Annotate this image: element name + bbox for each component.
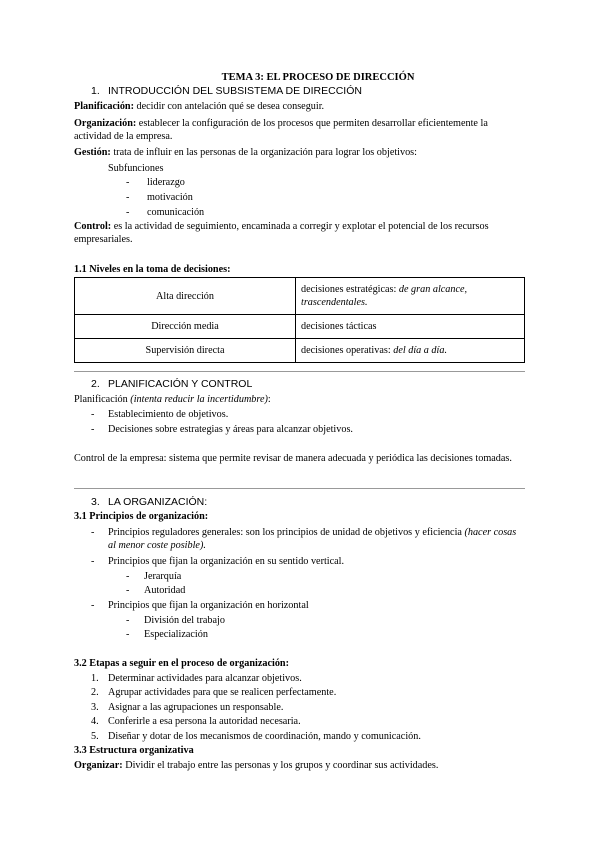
control-label: Control: [74,221,112,232]
principle-text: Principios reguladores generales: son los principios de unidad de objetivos y eficiencia [108,527,465,538]
section-1-number: 1. [91,85,100,97]
list-dash: - [126,177,130,188]
section-3-3-heading: 3.3 Estructura organizativa [74,745,194,756]
decision-text: decisiones operativas: [301,345,394,356]
organizacion-text: establecer la configuración de los procesos que permiten desarrollar eficientemente la actividad de la empresa. [74,118,488,142]
decision-italic: de gran alcance, trascendentales. [301,284,468,308]
organizacion-definition [74,117,526,143]
list-item: motivación [147,192,193,203]
gestion-text: trata de influir en las personas de la organización para lograr los objetivos: [110,147,417,158]
divider [74,488,525,489]
step-text: Asignar a las agrupaciones un responsable. [108,702,284,713]
control-definition [74,220,526,246]
planificacion-definition [74,100,324,113]
organizar-label: Organizar: [74,760,123,771]
step-number: 1. [91,673,99,684]
decision-cell [296,278,525,315]
decision-levels-table [74,277,525,363]
level-cell: Supervisión directa [75,339,296,363]
decision-cell [296,315,525,339]
list-dash: - [91,409,95,420]
document-title: TEMA 3: EL PROCESO DE DIRECCIÓN [221,72,415,83]
organizar-definition [74,759,438,772]
list-item: liderazgo [147,177,185,188]
table-row [75,278,525,315]
list-item: Jerarquía [144,571,182,582]
principle-italic: (hacer cosas al menor coste posible). [108,527,517,551]
step-number: 3. [91,702,99,713]
list-dash: - [126,585,130,596]
planificacion-intro [74,393,271,406]
list-dash: - [126,571,130,582]
step-number: 2. [91,687,99,698]
principle-item: Principios que fijan la organización en su sentido vertical. [108,556,345,567]
step-number: 5. [91,731,99,742]
step-text: Diseñar y dotar de los mecanismos de coordinación, mando y comunicación. [108,731,421,742]
list-item: Decisiones sobre estrategias y áreas para alcanzar objetivos. [108,424,353,435]
intro-text: Planificación [74,394,131,405]
section-1-heading: INTRODUCCIÓN DEL SUBSISTEMA DE DIRECCIÓN [108,85,362,97]
list-dash: - [126,192,130,203]
list-dash: - [91,424,95,435]
organizar-text: Dividir el trabajo entre las personas y los grupos y coordinar sus actividades. [122,760,439,771]
intro-italic: (intenta reducir la incertidumbre) [130,394,268,405]
list-item: Establecimiento de objetivos. [108,409,229,420]
list-dash: - [91,556,95,567]
section-3-2-heading: 3.2 Etapas a seguir en el proceso de organización: [74,658,289,669]
list-item: Autoridad [144,585,186,596]
section-2-number: 2. [91,378,100,390]
list-dash: - [126,207,130,218]
subfunciones-label: Subfunciones [108,163,164,174]
list-dash: - [91,600,95,611]
list-dash: - [91,527,95,538]
gestion-definition [74,146,417,159]
intro-end: : [267,394,271,405]
list-item: Especialización [144,629,208,640]
section-2-heading: PLANIFICACIÓN Y CONTROL [108,378,253,390]
section-1-1-heading: 1.1 Niveles en la toma de decisiones: [74,264,231,275]
gestion-label: Gestión: [74,147,111,158]
table-row [75,315,525,339]
list-item: División del trabajo [144,615,225,626]
level-cell: Dirección media [75,315,296,339]
level-cell: Alta dirección [75,278,296,315]
decision-text: decisiones tácticas [301,321,377,332]
step-text: Determinar actividades para alcanzar objetivos. [108,673,302,684]
decision-text: decisiones estratégicas: [301,284,399,295]
list-dash: - [126,629,130,640]
section-3-1-heading: 3.1 Principios de organización: [74,511,209,522]
organizacion-label: Organización: [74,118,137,129]
list-dash: - [126,615,130,626]
planificacion-text: decidir con antelación qué se desea conseguir. [134,101,325,112]
list-item: comunicación [147,207,205,218]
step-text: Agrupar actividades para que se realicen perfectamente. [108,687,337,698]
section-3-number: 3. [91,496,100,508]
planificacion-label: Planificación: [74,101,134,112]
principle-item [108,526,526,552]
step-number: 4. [91,716,99,727]
control-empresa-text: Control de la empresa: sistema que permite revisar de manera adecuada y periódica las decisiones tomadas. [74,453,512,464]
decision-cell [296,339,525,363]
divider [74,371,525,372]
section-3-heading: LA ORGANIZACIÓN: [108,496,208,508]
decision-italic: del día a día. [393,345,447,356]
step-text: Conferirle a esa persona la autoridad necesaria. [108,716,301,727]
table-row [75,339,525,363]
principle-item: Principios que fijan la organización en horizontal [108,600,309,611]
control-text: es la actividad de seguimiento, encaminada a corregir y explotar el potencial de los recursos empresariales. [74,221,489,245]
